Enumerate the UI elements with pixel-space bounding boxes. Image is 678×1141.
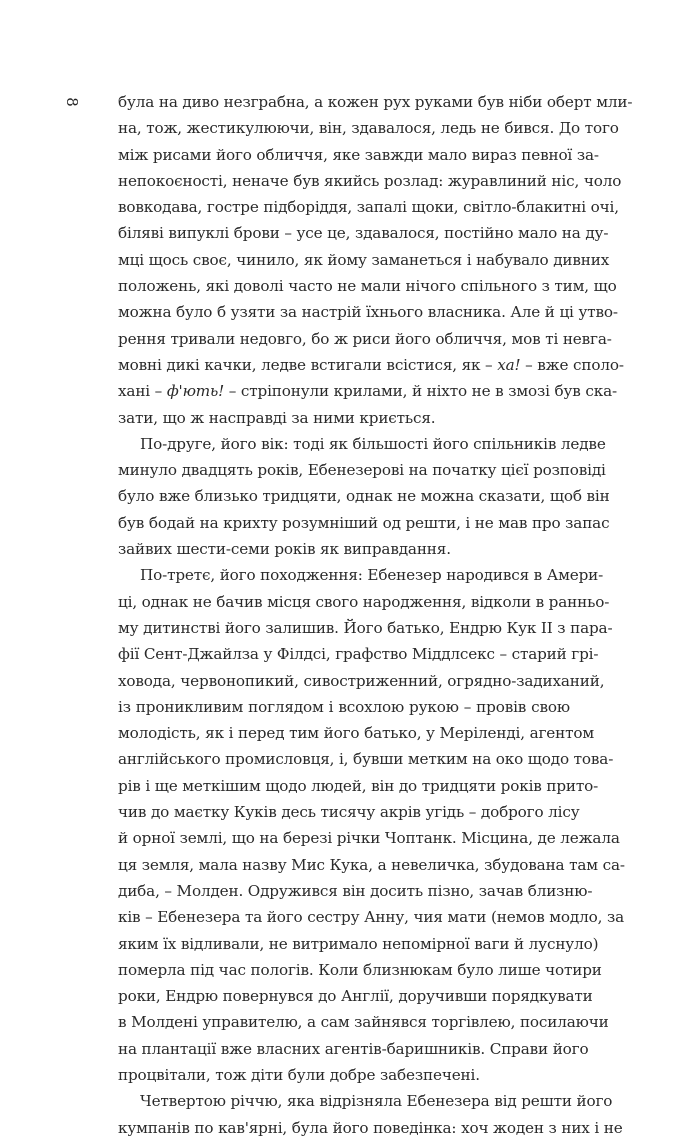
text-line: ця земля, мала назву Мис Кука, а невеличка, збудована там са- [118,855,625,874]
text-line: мці щось своє, чинило, як йому заманеться і набувало дивних [118,250,610,269]
text-line: ховода, червонопикий, сивостриженний, огрядно-задиханий, [118,671,605,690]
text-line: минуло двадцять років, Ебенезерові на початку цієї розповіді [118,461,606,480]
text-line: непокоєності, неначе був якийсь розлад: журавлиний ніс, чоло [118,171,622,190]
text-line: була на диво незграбна, а кожен рух руками був ніби оберт мли- [118,93,633,111]
text-line: на, тож, жестикулюючи, він, здавалося, ледь не бився. До того [118,119,619,138]
text-line: зайвих шести-семи років як виправдання. [118,540,451,559]
text-line: мовні дикі качки, ледве встигали всістися, як – ха! – вже споло- [118,355,624,374]
body-text [118,89,633,1141]
italic-word: ф'ють! [166,382,225,401]
text-line: вовкодава, гостре підборіддя, запалі щоки, світло-блакитні очі, [118,198,619,217]
text-line: рення тривали недовго, бо ж риси його обличчя, мов ті невга- [118,329,612,348]
text-line: чив до маєтку Куків десь тисячу акрів угідь – доброго лісу [118,803,580,822]
text-line: диба, – Молден. Одружився він досить пізно, зачав близню- [118,881,593,900]
text-line: Четвертою річчю, яка відрізняла Ебенезера від решти його [140,1092,613,1111]
text-line: По-третє, його походження: Ебенезер народився в Амери- [140,566,604,585]
text-line: рів і ще меткішим щодо людей, він до тридцяти років прито- [118,776,599,795]
text-line: й орної землі, що на березі річки Чоптанк. Місцина, де лежала [118,829,620,848]
text-line: на плантації вже власних агентів-баришників. Справи його [118,1039,589,1058]
text-line: По-друге, його вік: тоді як більшості його спільників ледве [140,434,606,453]
text-line: було вже близько тридцяти, однак не можна сказати, щоб він [118,487,610,506]
text-line: яким їх відливали, не витримало непомірної ваги й луснуло) [118,934,599,953]
italic-word: ха! [497,355,521,374]
text-line: хані – ф'ють! – стріпонули крилами, й ніхто не в змозі був ска- [118,382,617,401]
text-line: ці, однак не бачив місця свого народження, відколи в ранньо- [118,592,610,611]
page-number: 8 [63,97,81,107]
text-line: померла під час пологів. Коли близнюкам було лише чотири [118,960,602,979]
text-line: процвітали, тож діти були добре забезпечені. [118,1065,480,1084]
text-line: біляві випуклі брови – усе це, здавалося, постійно мало на ду- [118,224,609,243]
text-line: роки, Ендрю повернувся до Англії, доручивши порядкувати [118,987,593,1006]
text-line: із проникливим поглядом і всохлою рукою – провів свою [118,697,570,716]
text-line: був бодай на крихту розумніший од решти, і не мав про запас [118,513,610,532]
text-line: зати, що ж насправді за ними криється. [118,408,436,427]
text-line: можна було б узяти за настрій їхнього власника. Але й ці утво- [118,303,618,322]
text-line: фії Сент-Джайлза у Філдсі, графство Міддлсекс – старий грі- [118,645,599,664]
text-line: англійського промисловця, і, бувши метким на око щодо това- [118,750,614,769]
text-line: му дитинстві його залишив. Його батько, Ендрю Кук II з пара- [118,618,613,637]
text-line: молодість, як і перед тим його батько, у Меріленді, агентом [118,724,595,743]
text-line: ків – Ебенезера та його сестру Анну, чия мати (немов модло, за [118,908,625,927]
text-line: в Молдені управителю, а сам зайнявся торгівлею, посилаючи [118,1013,609,1032]
text-line: кумпанів по кав'ярні, була його поведінка: хоч жоден з них і не [118,1118,623,1137]
text-line: між рисами його обличчя, яке завжди мало вираз певної за- [118,145,599,164]
text-line: положень, які доволі часто не мали нічого спільного з тим, що [118,277,617,296]
